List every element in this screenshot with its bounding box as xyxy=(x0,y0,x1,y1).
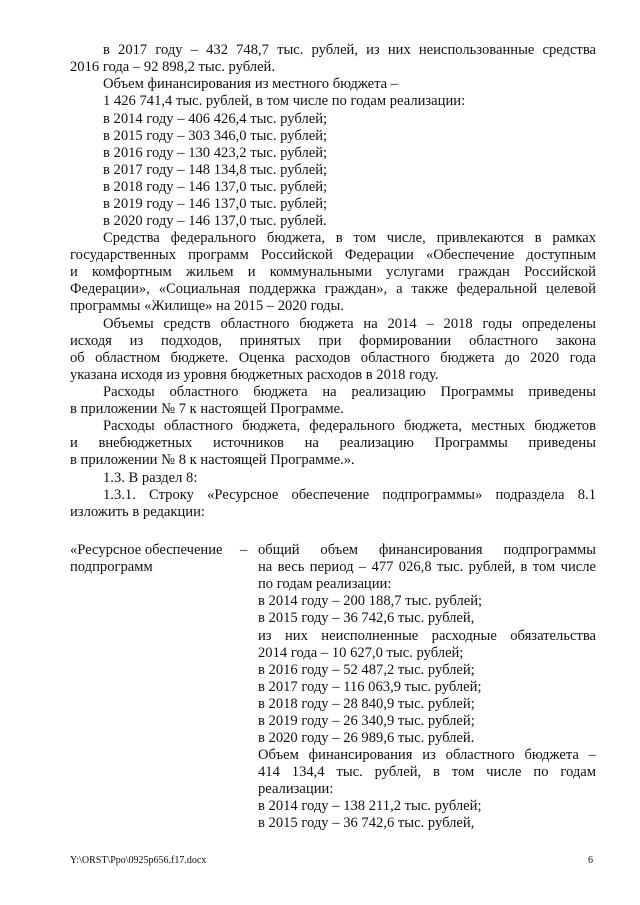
text-line: Объемы средств областного бюджета на 2014 – 2018 годы определены xyxy=(103,316,596,332)
table-dash: – xyxy=(240,542,248,558)
table-right-line: в 2018 году – 28 840,9 тыс. рублей; xyxy=(258,696,475,712)
table-right-line: 414 134,4 тыс. рублей, в том числе по годам xyxy=(258,764,596,780)
text-line: в 2017 году – 148 134,8 тыс. рублей; xyxy=(103,162,328,178)
table-right-line: реализации: xyxy=(258,781,334,797)
table-right-line: в 2014 году – 138 211,2 тыс. рублей; xyxy=(258,798,482,814)
text-line: в приложении № 7 к настоящей Программе. xyxy=(70,401,344,417)
page-number: 6 xyxy=(588,855,593,866)
table-right-line: в 2014 году – 200 188,7 тыс. рублей; xyxy=(258,593,483,609)
text-line: Федерации», «Социальная поддержка граждан», а также федеральной целевой xyxy=(70,281,596,297)
text-line: в 2017 году – 432 748,7 тыс. рублей, из них неиспользованные средства xyxy=(103,42,596,58)
text-line: 2016 года – 92 898,2 тыс. рублей. xyxy=(70,59,276,75)
table-right-line: Объем финансирования из областного бюджета – xyxy=(258,747,596,763)
text-line: Объем финансирования из местного бюджета – xyxy=(103,76,399,92)
table-right-line: в 2015 году – 36 742,6 тыс. рублей, xyxy=(258,815,475,831)
text-line: в 2019 году – 146 137,0 тыс. рублей; xyxy=(103,196,328,212)
text-line: и внебюджетных источников на реализацию Программы приведены xyxy=(70,435,596,451)
text-line: 1.3. В раздел 8: xyxy=(103,470,198,486)
text-line: программы «Жилище» на 2015 – 2020 годы. xyxy=(70,298,344,314)
text-line: об областном бюджете. Оценка расходов областного бюджета до 2020 года xyxy=(70,350,596,366)
table-right-line: в 2019 году – 26 340,9 тыс. рублей; xyxy=(258,713,475,729)
text-line: в 2018 году – 146 137,0 тыс. рублей; xyxy=(103,179,328,195)
text-line: 1.3.1. Строку «Ресурсное обеспечение подпрограммы» подраздела 8.1 xyxy=(103,487,596,503)
table-right-line: 2014 года – 10 627,0 тыс. рублей; xyxy=(258,645,464,661)
table-right-line: из них неисполненные расходные обязательства xyxy=(258,628,596,644)
table-right-line: в 2016 году – 52 487,2 тыс. рублей; xyxy=(258,662,475,678)
table-right-line: общий объем финансирования подпрограммы xyxy=(258,542,596,558)
footer-file-path: Y:\ORST\Ppo\0925p656.f17.docx xyxy=(70,855,207,866)
table-right-line: на весь период – 477 026,8 тыс. рублей, в том числе xyxy=(258,559,596,575)
text-line: в приложении № 8 к настоящей Программе.». xyxy=(70,452,355,468)
table-right-line: по годам реализации: xyxy=(258,576,392,592)
text-line: государственных программ Российской Федерации «Обеспечение доступным xyxy=(70,247,596,263)
table-right-line: в 2020 году – 26 989,6 тыс. рублей. xyxy=(258,730,475,746)
text-line: в 2014 году – 406 426,4 тыс. рублей; xyxy=(103,111,328,127)
text-line: исходя из подходов, принятых при формировании областного закона xyxy=(70,333,596,349)
text-line: в 2020 году – 146 137,0 тыс. рублей. xyxy=(103,213,327,229)
text-line: и комфортным жильем и коммунальными услугами граждан Российской xyxy=(70,264,596,280)
table-left-label: подпрограмм xyxy=(70,559,153,575)
text-line: изложить в редакции: xyxy=(70,504,205,520)
table-right-line: в 2015 году – 36 742,6 тыс. рублей, xyxy=(258,610,475,626)
text-line: в 2015 году – 303 346,0 тыс. рублей; xyxy=(103,128,328,144)
text-line: 1 426 741,4 тыс. рублей, в том числе по годам реализации: xyxy=(103,93,466,109)
text-line: Расходы областного бюджета, федерального бюджета, местных бюджетов xyxy=(103,418,596,434)
table-left-label: «Ресурсное обеспечение xyxy=(70,542,223,558)
text-line: в 2016 году – 130 423,2 тыс. рублей; xyxy=(103,145,328,161)
text-line: указана исходя из уровня бюджетных расходов в 2018 году. xyxy=(70,367,439,383)
text-line: Расходы областного бюджета на реализацию Программы приведены xyxy=(103,384,596,400)
text-line: Средства федерального бюджета, в том числе, привлекаются в рамках xyxy=(103,230,596,246)
table-right-line: в 2017 году – 116 063,9 тыс. рублей; xyxy=(258,679,482,695)
